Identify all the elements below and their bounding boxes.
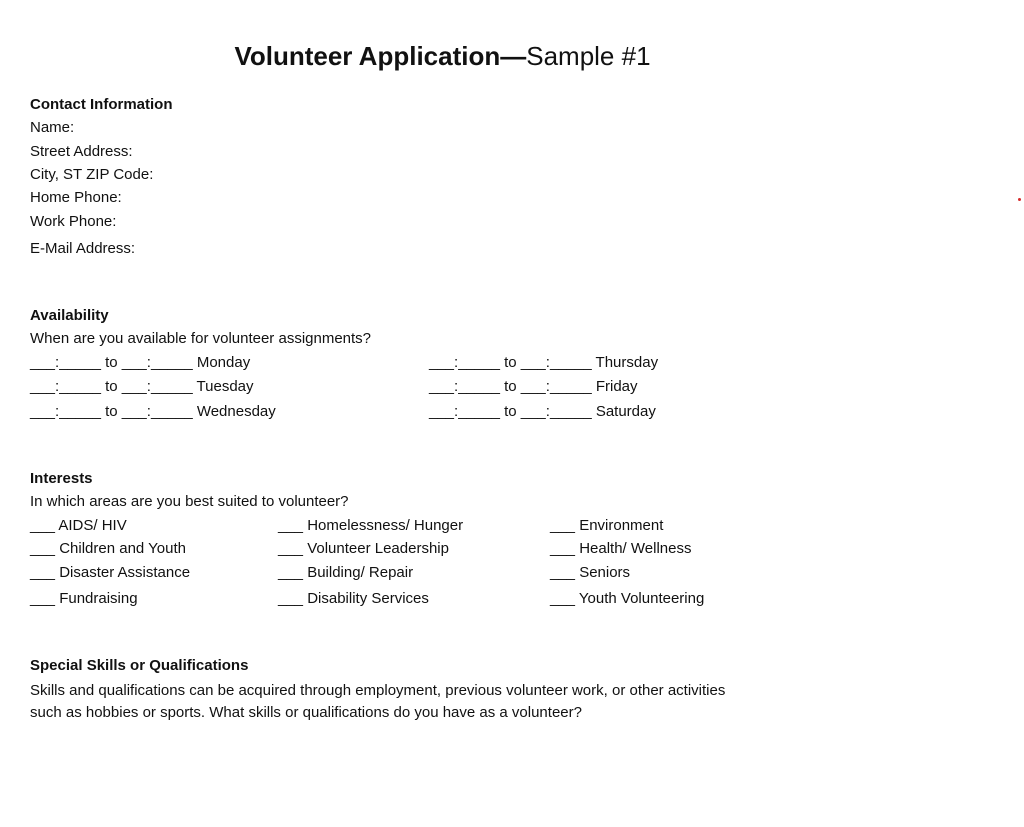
availability-heading: Availability	[30, 307, 109, 324]
field-city-label: City, ST ZIP Code:	[30, 166, 154, 183]
interest-item: ___ AIDS/ HIV	[30, 517, 127, 534]
availability-slot-tuesday: ___:_____ to ___:_____ Tuesday	[30, 378, 254, 395]
interest-item: ___ Fundraising	[30, 590, 138, 607]
interest-item: ___ Disaster Assistance	[30, 564, 191, 581]
field-home-phone-label: Home Phone:	[30, 189, 122, 206]
interest-item: ___ Disability Services	[278, 590, 429, 607]
red-dot-mark	[1018, 198, 1021, 201]
interest-item: ___ Health/ Wellness	[550, 540, 692, 557]
field-email-label: E-Mail Address:	[30, 240, 136, 257]
interest-item: ___ Environment	[550, 517, 664, 534]
title-sample: Sample #1	[526, 41, 651, 71]
availability-slot-monday: ___:_____ to ___:_____ Monday	[30, 354, 251, 371]
interests-question: In which areas are you best suited to volunteer?	[30, 493, 349, 510]
interest-item: ___ Homelessness/ Hunger	[278, 517, 464, 534]
interest-item: ___ Building/ Repair	[278, 564, 414, 581]
interest-item: ___ Youth Volunteering	[550, 590, 705, 607]
availability-question: When are you available for volunteer assignments?	[30, 330, 372, 347]
field-work-phone-label: Work Phone:	[30, 213, 117, 230]
availability-slot-saturday: ___:_____ to ___:_____ Saturday	[429, 403, 656, 420]
title-main: Volunteer Application—	[234, 41, 527, 71]
availability-slot-wednesday: ___:_____ to ___:_____ Wednesday	[30, 403, 276, 420]
interest-item: ___ Volunteer Leadership	[278, 540, 449, 557]
interest-item: ___ Seniors	[550, 564, 631, 581]
availability-slot-friday: ___:_____ to ___:_____ Friday	[429, 378, 638, 395]
skills-heading: Special Skills or Qualifications	[30, 657, 249, 674]
page-title	[0, 40, 885, 72]
contact-heading: Contact Information	[30, 96, 173, 113]
availability-slot-thursday: ___:_____ to ___:_____ Thursday	[429, 354, 659, 371]
interests-heading: Interests	[30, 470, 93, 487]
interest-item: ___ Children and Youth	[30, 540, 186, 557]
field-street-label: Street Address:	[30, 143, 133, 160]
field-name-label: Name:	[30, 119, 75, 136]
skills-description: Skills and qualifications can be acquired through employment, previous volunteer work, or other activities such as hobbies or sports. What skills or qualifications do you have as a volunteer?	[30, 682, 726, 721]
